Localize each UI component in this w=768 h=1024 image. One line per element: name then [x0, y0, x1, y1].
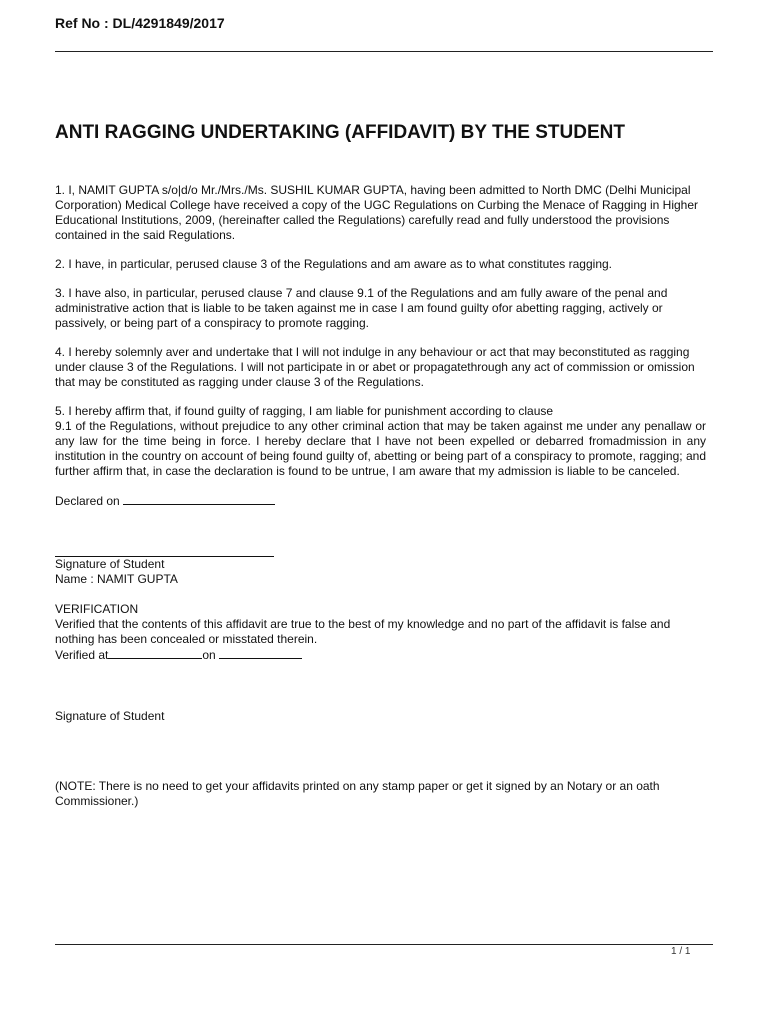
clause-5 — [55, 404, 706, 479]
clause-4: 4. I hereby solemnly aver and undertake that I will not indulge in any behaviour or act that may beconstituted as ragging under clause 3 of the Regulations. I will not participate in or abet or propagatethrough any act of commission or omission that may be constituted as ragging under clause 3 of the Regulations. — [55, 345, 695, 389]
clause-1: 1. I, NAMIT GUPTA s/o|d/o Mr./Mrs./Ms. SUSHIL KUMAR GUPTA, having been admitted to North DMC (Delhi Municipal Corporation) Medical College have received a copy of the UGC Regulations on Curbing the Menace of Ragging in Higher Educational Institutions, 2009, (hereinafter called the Regulations) carefully read and fully understood the provisions contained in the said Regulations. — [55, 183, 699, 242]
footer-divider — [55, 944, 713, 945]
verified-at-line — [55, 647, 706, 663]
signature-label: Signature of Student — [55, 557, 165, 571]
clause-2: 2. I have, in particular, perused clause 3 of the Regulations and am aware as to what constitutes ragging. — [55, 257, 612, 271]
affidavit-body — [55, 183, 706, 809]
verified-at-blank — [108, 647, 202, 659]
verified-at-label: Verified at — [55, 648, 109, 662]
clause-3: 3. I have also, in particular, perused clause 7 and clause 9.1 of the Regulations and am fully aware of the penal and administrative action that is liable to be taken against me in case I am found guilty ofor abetting ragging, actively or passively, or being part of a conspiracy to promote ragging. — [55, 286, 668, 330]
student-name: Name : NAMIT GUPTA — [55, 572, 178, 586]
header-divider — [55, 51, 713, 52]
verification-heading: VERIFICATION — [55, 602, 139, 616]
note: (NOTE: There is no need to get your affidavits printed on any stamp paper or get it signed by an Notary or an oath Commissioner.) — [55, 779, 660, 808]
declared-on-blank — [123, 493, 275, 505]
declared-on-line — [55, 493, 706, 509]
reference-number: Ref No : DL/4291849/2017 — [55, 15, 225, 31]
verified-on-label: on — [202, 648, 216, 662]
verification-text: Verified that the contents of this affidavit are true to the best of my knowledge and no part of the affidavit is false and nothing has been concealed or misstated therein. — [55, 617, 671, 646]
verified-on-blank — [219, 647, 302, 659]
clause-5-continuation: 9.1 of the Regulations, without prejudice to any other criminal action that may be taken against me under any penallaw or any law for the time being in force. I hereby declare that I have not been expelled or debarred fromadmission in any institution in the country on account of being found guilty of, abetting or being part of a conspiracy to promote, ragging; and further affirm that, in case the declaration is found to be untrue, I am aware that my admission is liable to be canceled. — [55, 419, 706, 478]
page-number: 1 / 1 — [671, 946, 691, 957]
document-title: ANTI RAGGING UNDERTAKING (AFFIDAVIT) BY THE STUDENT — [55, 122, 625, 143]
declared-on-label: Declared on — [55, 494, 120, 508]
signature-label-2: Signature of Student — [55, 709, 165, 723]
clause-5-first-line: 5. I hereby affirm that, if found guilty of ragging, I am liable for punishment according to clause — [55, 404, 554, 418]
